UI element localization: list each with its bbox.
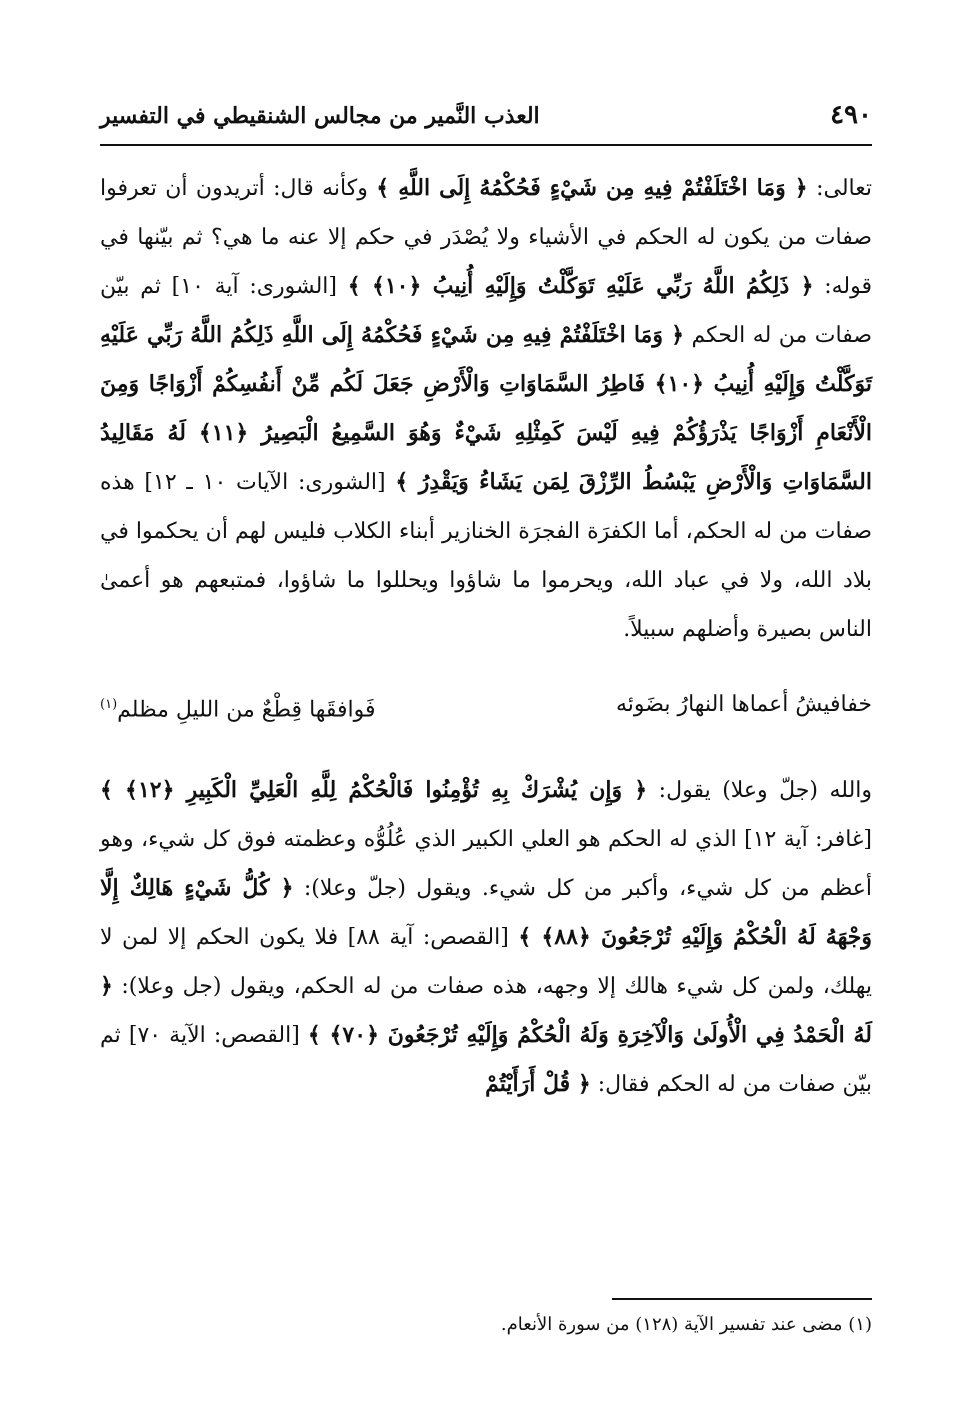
quran-verse: ﴿ وَإِن يُشْرَكْ بِهِ تُؤْمِنُوا فَالْحُكْمُ لِلَّهِ الْعَلِيِّ الْكَبِيرِ ﴿١٢﴾ ﴾: [100, 777, 648, 804]
body-text: [100, 164, 872, 1109]
footnote-marker: (١): [100, 697, 118, 712]
page-number: ٤٩٠: [830, 100, 872, 130]
footnote-divider: [612, 1298, 872, 1300]
quran-verse: ﴿ ذَلِكُمُ اللَّهُ رَبِّي عَلَيْهِ تَوَكَّلْتُ وَإِلَيْهِ أُنِيبُ ﴿١٠﴾ ﴾: [347, 273, 814, 299]
text: تعالى:: [807, 176, 872, 201]
quran-verse: ﴿ وَمَا اخْتَلَفْتُمْ فِيهِ مِن شَيْءٍ فَحُكْمُهُ إِلَى اللَّهِ ذَلِكُمُ اللَّهُ رَبِّي عَلَيْهِ تَوَكَّلْتُ وَإِلَيْهِ أُنِيبُ ﴿١٠﴾ فَاطِرُ السَّمَاوَاتِ وَالْأَرْضِ جَعَلَ لَكُم مِّنْ أَنفُسِكُمْ أَزْوَاجًا وَمِنَ الْأَنْعَامِ أَزْوَاجًا يَذْرَؤُكُمْ فِيهِ لَيْسَ كَمِثْلِهِ شَيْءٌ وَهُوَ السَّمِيعُ الْبَصِيرُ ﴿١١﴾ لَهُ مَقَالِيدُ السَّمَاوَاتِ وَالْأَرْضِ يَبْسُطُ الرِّزْقَ لِمَن يَشَاءُ وَيَقْدِرُ ﴾: [100, 322, 872, 495]
running-head: [100, 100, 872, 146]
poetry-verse: [100, 680, 872, 734]
hemistich-text: فَوافقَها قِطْعٌ من الليلِ مظلم: [117, 697, 376, 723]
running-title: العذب النَّمير من مجالس الشنقيطي في التفسير: [100, 103, 540, 129]
quran-verse: ﴿ وَمَا اخْتَلَفْتُمْ فِيهِ مِن شَيْءٍ فَحُكْمُهُ إِلَى اللَّهِ ﴾: [376, 175, 808, 201]
text: [غافر: آية ١٢] الذي له الحكم هو العلي الكبير الذي عُلُوُّه وعظمته فوق كل شيء، وهو أعظم من كل شيء، وأكبر من كل شيء. ويقول (جلّ وعلا):: [100, 827, 872, 902]
footnote: (١) مضى عند تفسير الآية (١٢٨) من سورة الأنعام.: [500, 1314, 872, 1335]
text: [الشورى: آية ١٠] ثم بيّن صفات من له الحكم: [100, 274, 872, 348]
paragraph-1: [100, 164, 872, 654]
text: [الشورى: الآيات ١٠ ـ ١٢] هذه صفات من له الحكم، أما الكفرَة الفجرَة الخنازير أبناء الكلاب فليس لهم أن يحكموا في بلاد الله، ولا في عباد الله، ويحرموا ما شاؤوا ويحللوا ما شاؤوا، فمتبعهم هو أعمىٰ الناس بصيرة وأضلهم سبيلاً.: [100, 470, 872, 642]
paragraph-2: [100, 766, 872, 1109]
poetry-hemistich-1: خفافيشُ أعماها النهارُ بضَوئه: [616, 692, 872, 717]
text: [القصص: الآية ٧٠] ثم بيّن صفات من له الحكم فقال:: [100, 1023, 872, 1098]
poetry-hemistich-2: [100, 680, 376, 734]
quran-verse: ﴿ كُلُّ شَيْءٍ هَالِكٌ إِلَّا وَجْهَهُ لَهُ الْحُكْمُ وَإِلَيْهِ تُرْجَعُونَ ﴿٨٨﴾ ﴾: [100, 875, 872, 951]
book-page: [100, 100, 872, 1360]
quran-verse: ﴿ قُلْ أَرَأَيْتُمْ: [485, 1071, 591, 1098]
text: والله (جلّ وعلا) يقول:: [647, 778, 873, 804]
text: [القصص: آية ٨٨] فلا يكون الحكم إلا لمن لا يهلك، ولمن كل شيء هالك إلا وجهه، هذه صفات من له الحكم، ويقول (جل وعلا):: [100, 925, 872, 1000]
text: وكأنه قال: أتريدون أن تعرفوا صفات من يكون له الحكم في الأشياء ولا يُصْدَر في حكم إلا عنه ما هي؟ ثم بيّنها في قوله:: [100, 176, 872, 299]
quran-verse: ﴿ لَهُ الْحَمْدُ فِي الْأُولَىٰ وَالْآخِرَةِ وَلَهُ الْحُكْمُ وَإِلَيْهِ تُرْجَعُونَ ﴿٧٠﴾ ﴾: [100, 973, 872, 1049]
